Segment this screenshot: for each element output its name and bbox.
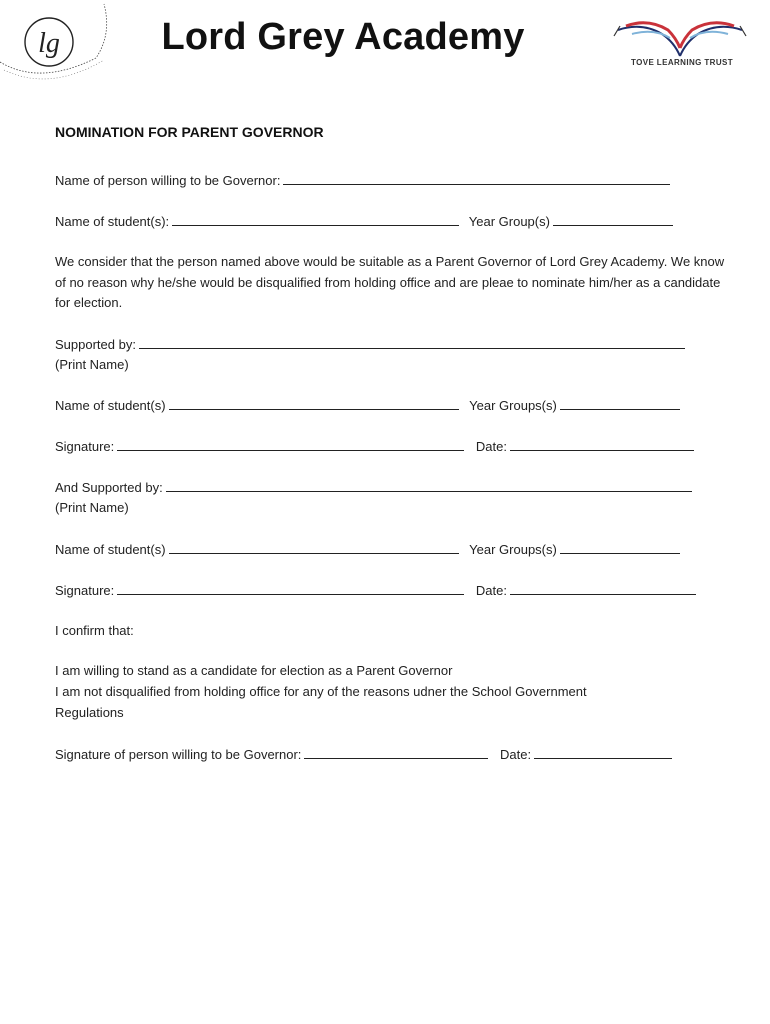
signature-label-2: Signature: (55, 583, 115, 598)
supported-by-field[interactable] (139, 334, 685, 349)
year-groups-label-3: Year Groups(s) (469, 542, 557, 557)
students-field-2[interactable] (169, 395, 459, 410)
supported-by-label: Supported by: (55, 337, 136, 352)
year-groups-field-2[interactable] (560, 395, 680, 410)
date-label-2: Date: (475, 583, 507, 598)
students-field-1[interactable] (172, 211, 459, 226)
governor-signature-row (55, 744, 672, 765)
print-name-label-1: (Print Name) (55, 357, 129, 372)
date-field-3[interactable] (534, 744, 672, 759)
students-label-1: Name of student(s): (55, 214, 170, 229)
year-groups-field-3[interactable] (560, 539, 680, 554)
and-supported-by-field[interactable] (166, 477, 692, 492)
year-group-label-1: Year Group(s) (468, 214, 550, 229)
governor-signature-field[interactable] (304, 744, 488, 759)
governor-signature-label: Signature of person willing to be Governor: (55, 747, 302, 762)
students-row-3 (55, 539, 680, 560)
students-row-2 (55, 395, 680, 416)
students-label-2: Name of student(s) (55, 398, 166, 413)
confirm-line-2: I am not disqualified from holding office for any of the reasons udner the School Government Regulations (55, 684, 587, 720)
signature-field-1[interactable] (117, 436, 464, 451)
and-supported-by-row (55, 477, 692, 498)
governor-name-row (55, 170, 670, 191)
confirm-label: I confirm that: (55, 623, 134, 638)
signature-row-1 (55, 436, 694, 457)
signature-label-1: Signature: (55, 439, 115, 454)
date-label-1: Date: (475, 439, 507, 454)
date-field-1[interactable] (510, 436, 694, 451)
form-heading: NOMINATION FOR PARENT GOVERNOR (55, 124, 324, 140)
students-row-1 (55, 211, 705, 232)
and-supported-by-label: And Supported by: (55, 480, 163, 495)
students-field-3[interactable] (169, 539, 459, 554)
students-label-3: Name of student(s) (55, 542, 166, 557)
signature-field-2[interactable] (117, 580, 464, 595)
date-label-3: Date: (500, 747, 532, 762)
confirm-line-1: I am willing to stand as a candidate for election as a Parent Governor (55, 663, 453, 678)
statement-paragraph: We consider that the person named above would be suitable as a Parent Governor of Lord Grey Academy. We know of no reason why he/she would be disqualified from holding office and are pleae to nominate him/her as a candidate for election. (55, 254, 725, 310)
date-field-2[interactable] (510, 580, 696, 595)
trust-name: TOVE LEARNING TRUST (630, 58, 734, 67)
supported-by-row (55, 334, 685, 355)
signature-row-2 (55, 580, 696, 601)
governor-name-field[interactable] (283, 170, 670, 185)
year-group-field-1[interactable] (553, 211, 673, 226)
logo-lettering: lg (38, 28, 60, 59)
governor-name-label: Name of person willing to be Governor: (55, 173, 281, 188)
page-title: Lord Grey Academy (161, 16, 525, 58)
print-name-label-2: (Print Name) (55, 500, 129, 515)
year-groups-label-2: Year Groups(s) (469, 398, 557, 413)
